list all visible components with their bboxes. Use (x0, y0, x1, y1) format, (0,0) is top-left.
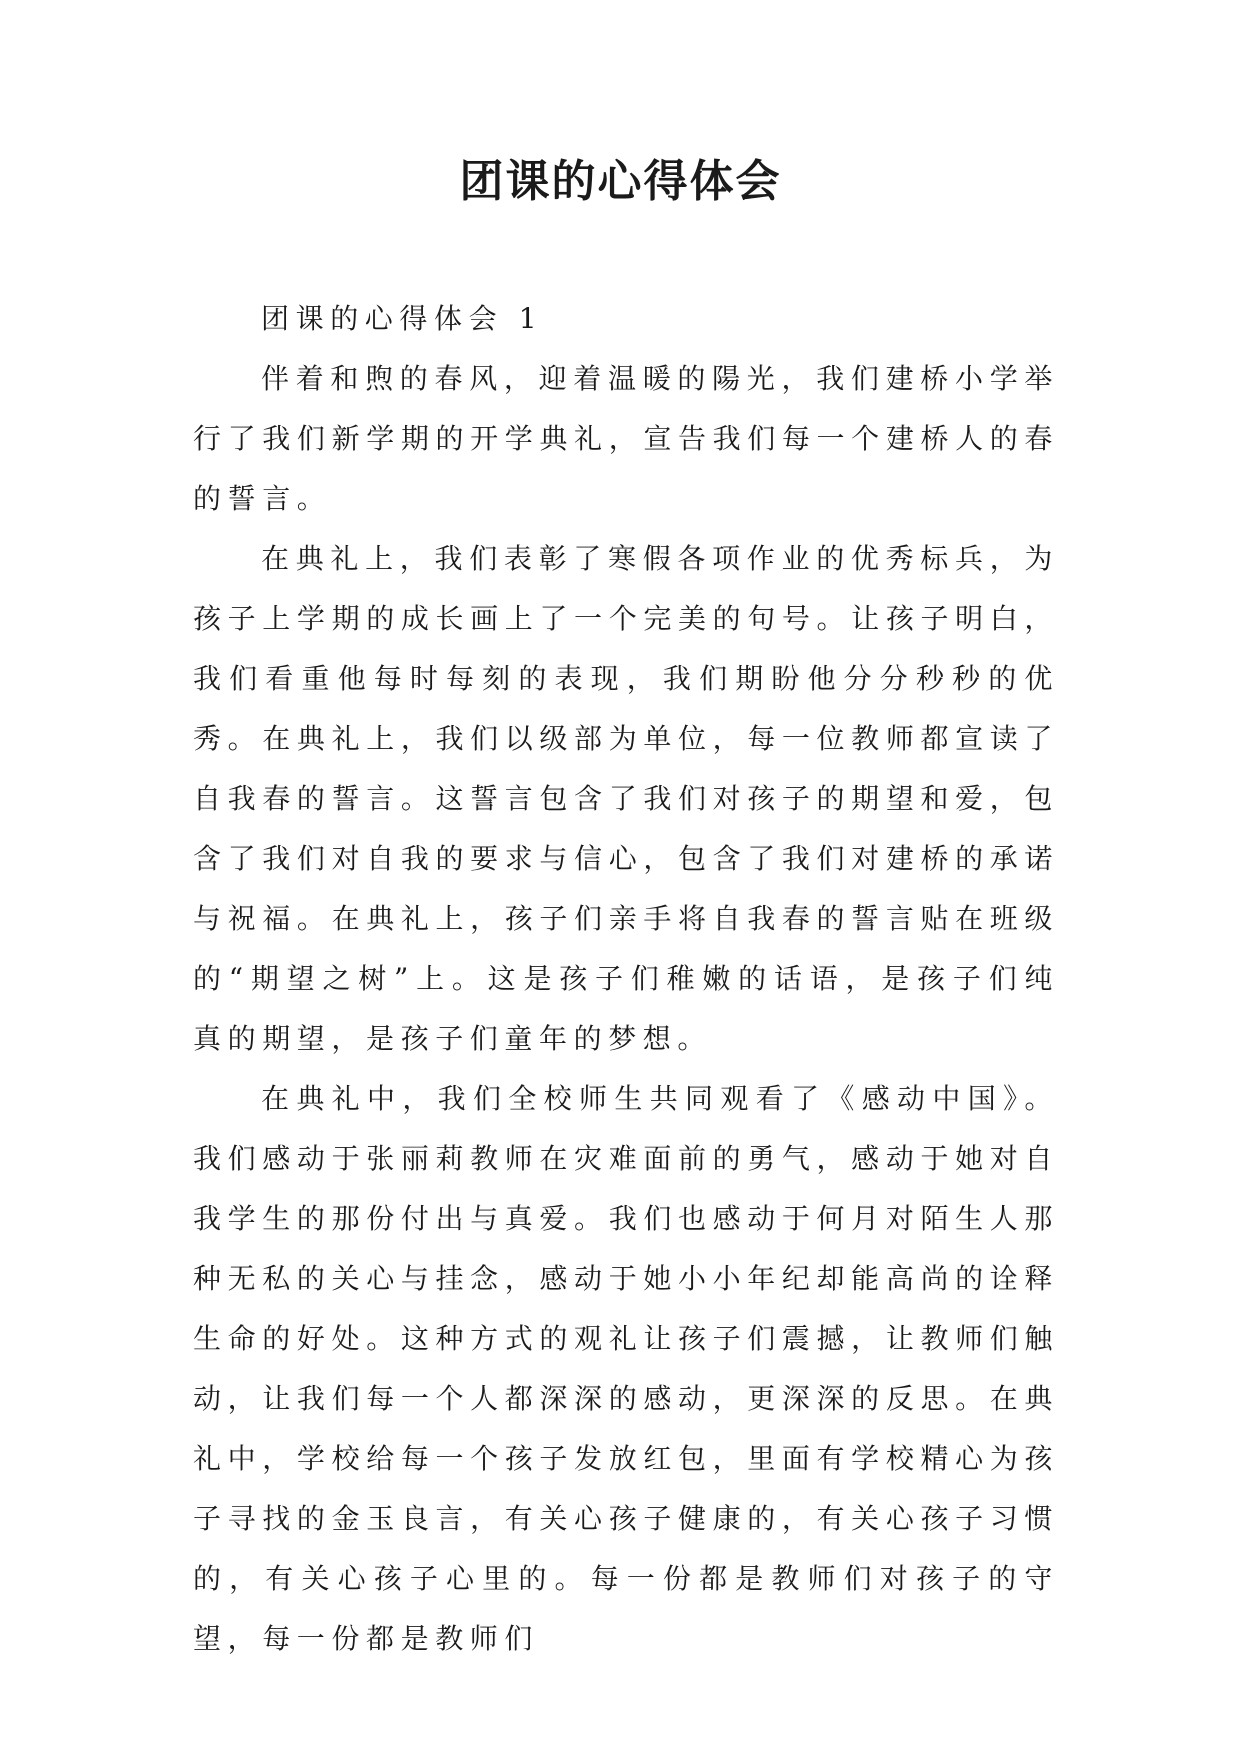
document-title: 团课的心得体会 (459, 156, 782, 207)
paragraph-3: 在典礼中，我们全校师生共同观看了《感动中国》。我们感动于张丽莉教师在灾难面前的勇气，感动于她对自我学生的那份付出与真爱。我们也感动于何月对陌生人那种无私的关心与挂念，感动于她小小年纪却能高尚的诠释生命的好处。这种方式的观礼让孩子们震撼，让教师们触动，让我们每一个人都深深的感动，更深深的反思。在典礼中，学校给每一个孩子发放红包，里面有学校精心为孩子寻找的金玉良言，有关心孩子健康的，有关心孩子习惯的，有关心孩子心里的。每一份都是教师们对孩子的守望，每一份都是教师们 (193, 1082, 1059, 1655)
paragraph-2: 在典礼上，我们表彰了寒假各项作业的优秀标兵，为孩子上学期的成长画上了一个完美的句号。让孩子明白，我们看重他每时每刻的表现，我们期盼他分分秒秒的优秀。在典礼上，我们以级部为单位，每一位教师都宣读了自我春的誓言。这誓言包含了我们对孩子的期望和爱，包含了我们对自我的要求与信心，包含了我们对建桥的承诺与祝福。在典礼上，孩子们亲手将自我春的誓言贴在班级的“期望之树”上。这是孩子们稚嫩的话语，是孩子们纯真的期望，是孩子们童年的梦想。 (193, 542, 1059, 1055)
document-body (193, 289, 1059, 1669)
section-heading: 团课的心得体会 1 (261, 302, 544, 335)
paragraph-1: 伴着和煦的春风，迎着温暖的陽光，我们建桥小学举行了我们新学期的开学典礼，宣告我们每一个建桥人的春的誓言。 (193, 362, 1059, 515)
